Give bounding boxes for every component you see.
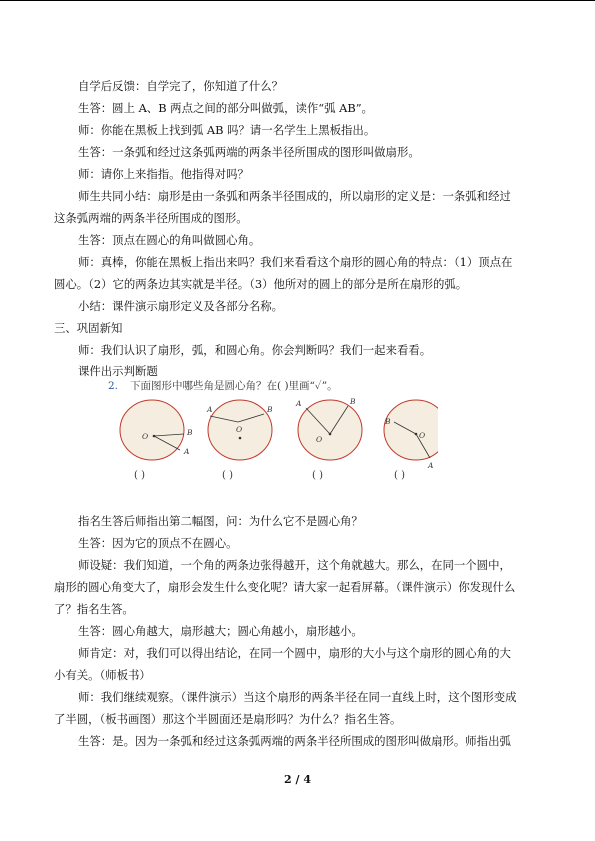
circle-2-label-b: B (267, 405, 273, 414)
text-line: 自学后反馈：自学完了，你知道了什么？ (78, 79, 284, 93)
text-line: 小结：课件演示扇形定义及各部分名称。 (78, 299, 284, 313)
circle-1-label-a: A (184, 447, 190, 456)
text-line: 了半圆，（板书画图）那这个半圆面还是扇形吗？为什么？指名生答。 (54, 712, 402, 726)
answer-bracket-1: ( ) (134, 470, 145, 481)
text-line: 师：真棒，你能在黑板上指出来吗？我们来看看这个扇形的圆心角的特点：（1）顶点在 (78, 255, 513, 269)
answer-bracket-4: ( ) (394, 470, 405, 481)
text-line: 师肯定：对，我们可以得出结论，在同一个圆中，扇形的大小与这个扇形的圆心角的大 (78, 646, 511, 660)
circle-3 (298, 400, 362, 460)
text-line: 了？指名生答。 (54, 602, 134, 616)
circle-4 (384, 400, 438, 460)
circle-4-label-a: A (428, 461, 434, 470)
circle-3-label-b: B (350, 397, 356, 406)
text-line: 师：请你上来指指。他指得对吗？ (78, 167, 249, 181)
circle-3-label-a: A (296, 399, 302, 408)
circle-3-center-dot (329, 433, 332, 436)
text-line: 课件出示判断题 (78, 364, 158, 378)
text-line: 指名生答后师指出第二幅图，问：为什么它不是圆心角？ (78, 514, 363, 528)
circle-2-label-o: O (236, 425, 243, 434)
text-line: 生答：顶点在圆心的角叫做圆心角。 (78, 233, 261, 247)
text-line: 生答：因为它的顶点不在圆心。 (78, 536, 238, 550)
text-line: 生答：一条弧和经过这条弧两端的两条半径所围成的图形叫做扇形。 (78, 145, 420, 159)
circle-4-label-b: B (385, 417, 391, 426)
figure-number: 2. (108, 380, 119, 392)
figure-question-text: 下面图形中哪些角是圆心角？在( )里画“✓”。 (130, 380, 338, 392)
text-line: 师：你能在黑板上找到弧 AB 吗？请一名学生上黑板指出。 (78, 123, 376, 137)
text-line: 师生共同小结：扇形是由一条弧和两条半径围成的，所以扇形的定义是：一条弧和经过 (78, 189, 511, 203)
text-line: 师：我们继续观察。（课件演示）当这个扇形的两条半径在同一直线上时，这个图形变成 (78, 690, 517, 704)
answer-bracket-2: ( ) (222, 470, 233, 481)
text-line: 师：我们认识了扇形，弧，和圆心角。你会判断吗？我们一起来看看。 (78, 343, 432, 357)
circle-1-label-b: B (187, 428, 193, 437)
page-number: 2 / 4 (284, 773, 311, 786)
text-line: 师设疑：我们知道，一个角的两条边张得越开，这个角就越大。那么，在同一个圆中， (78, 558, 511, 572)
header-rule (0, 0, 595, 1)
circle-3-label-o: O (316, 435, 323, 444)
text-line: 这条弧两端的两条半径所围成的图形。 (54, 211, 248, 225)
circle-diagrams (108, 378, 438, 470)
section-heading: 三、巩固新知 (54, 321, 123, 335)
text-line: 生答：圆上 A、B 两点之间的部分叫做弧，读作“弧 AB”。 (78, 101, 373, 115)
circle-4-center-dot (415, 433, 418, 436)
answer-bracket-3: ( ) (312, 470, 323, 481)
circle-2-center-dot (239, 437, 242, 440)
circle-4-label-o: O (419, 431, 426, 440)
judgment-figure (108, 378, 438, 486)
text-line: 小有关。（师板书） (54, 668, 151, 682)
circle-1 (120, 400, 184, 460)
circle-1-center-dot (153, 435, 156, 438)
circle-2-label-a: A (207, 405, 213, 414)
text-line: 生答：圆心角越大，扇形越大；圆心角越小，扇形越小。 (78, 624, 363, 638)
text-line: 圆心。（2）它的两条边其实就是半径。（3）他所对的圆上的部分是所在扇形的弧。 (54, 277, 468, 291)
circle-1-label-o: O (142, 432, 149, 441)
text-line: 生答：是。因为一条弧和经过这条弧两端的两条半径所围成的图形叫做扇形。师指出弧 (78, 734, 511, 748)
text-line: 扇形的圆心角变大了，扇形会发生什么变化呢？请大家一起看屏幕。（课件演示）你发现什么 (54, 580, 516, 594)
